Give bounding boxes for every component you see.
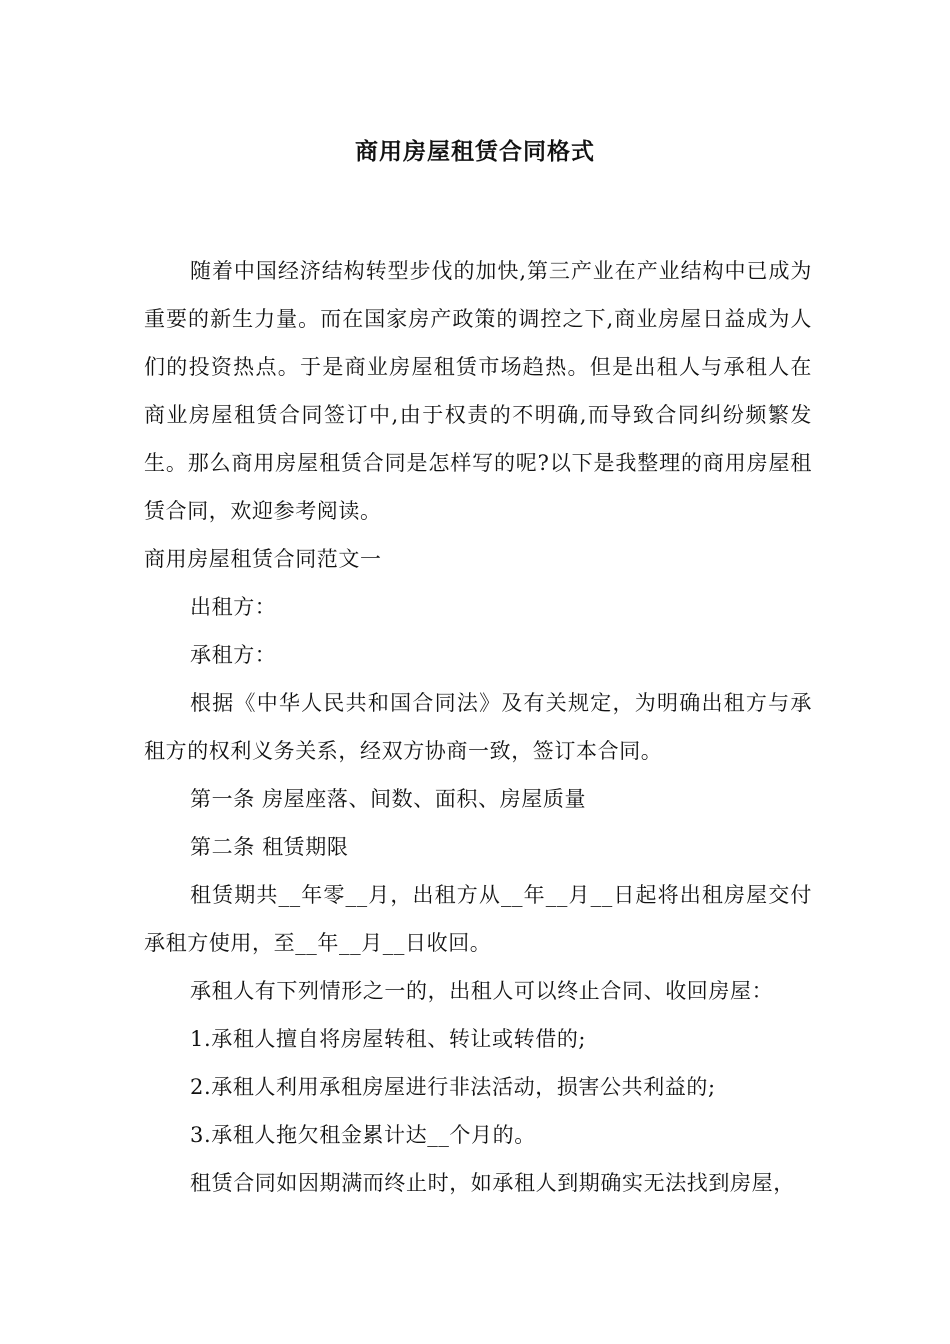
lease-term-paragraph: 租赁期共__年零__月，出租方从__年__月__日起将出租房屋交付承租方使用，至__年__月__日收回。 xyxy=(144,883,812,955)
termination-intro: 承租人有下列情形之一的，出租人可以终止合同、收回房屋： xyxy=(190,979,774,1003)
termination-item-3: 3.承租人拖欠租金累计达__个月的。 xyxy=(190,1123,536,1147)
document-body xyxy=(144,247,812,1207)
lessor-line: 出租方： xyxy=(190,595,277,619)
expiry-paragraph: 租赁合同如因期满而终止时，如承租人到期确实无法找到房屋， xyxy=(190,1171,795,1195)
termination-item-2: 2.承租人利用承租房屋进行非法活动，损害公共利益的; xyxy=(190,1075,716,1099)
lessee-line: 承租方： xyxy=(190,643,277,667)
sample-heading: 商用房屋租赁合同范文一 xyxy=(144,547,382,571)
article-2-heading: 第二条 租赁期限 xyxy=(190,835,349,859)
termination-item-1: 1.承租人擅自将房屋转租、转让或转借的; xyxy=(190,1027,587,1051)
document-title: 商用房屋租赁合同格式 xyxy=(355,139,595,165)
article-1-heading: 第一条 房屋座落、间数、面积、房屋质量 xyxy=(190,787,587,811)
intro-paragraph: 随着中国经济结构转型步伐的加快,第三产业在产业结构中已成为重要的新生力量。而在国家房产政策的调控之下,商业房屋日益成为人们的投资热点。于是商业房屋租赁市场趋热。但是出租人与承租人在商业房屋租赁合同签订中,由于权责的不明确,而导致合同纠纷频繁发生。那么商用房屋租赁合同是怎样写的呢?以下是我整理的商用房屋租赁合同，欢迎参考阅读。 xyxy=(144,259,812,523)
preamble-paragraph: 根据《中华人民共和国合同法》及有关规定，为明确出租方与承租方的权利义务关系，经双方协商一致，签订本合同。 xyxy=(144,691,812,763)
